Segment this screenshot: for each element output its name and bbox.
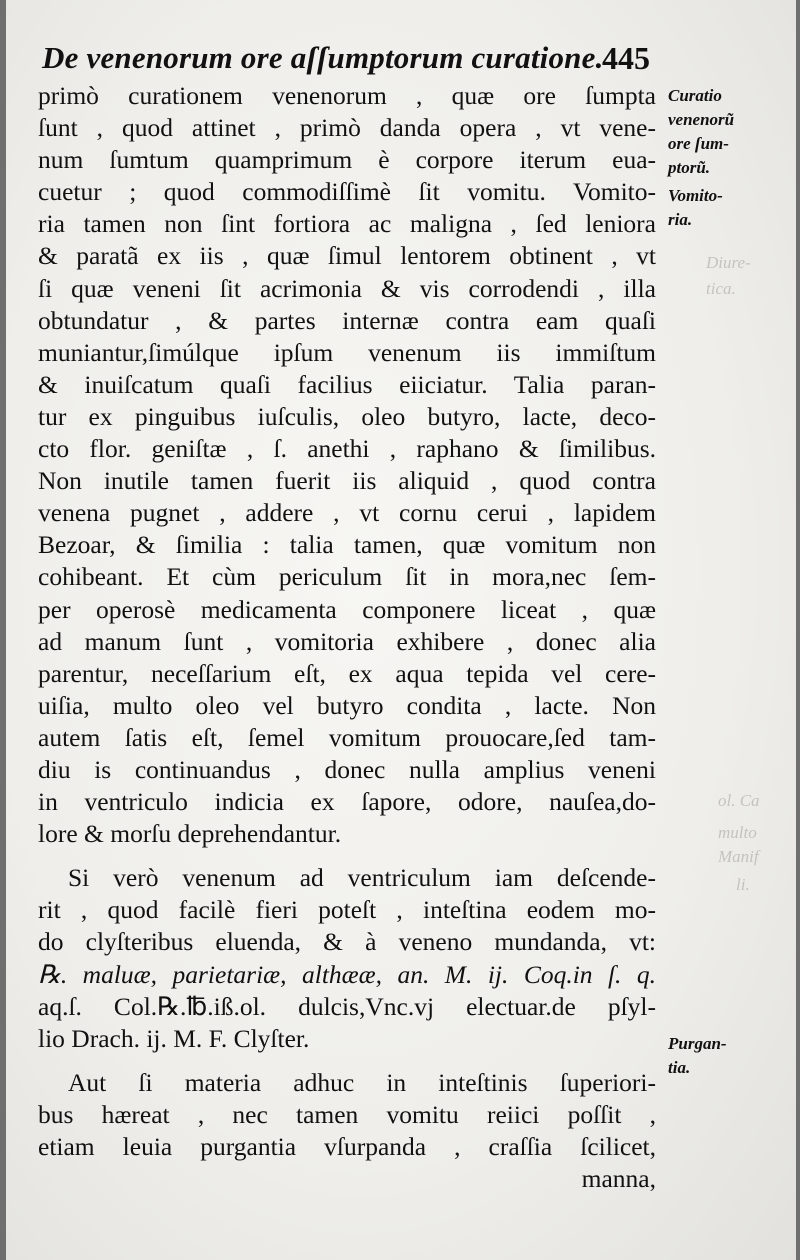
margin-note-line: ria. xyxy=(668,210,693,229)
running-header: De venenorum ore aſſumptorum curatione. xyxy=(42,40,604,75)
recipe-line: ℞. maluæ, parietariæ, althææ, an. M. ij. Coq.in ſ. q. xyxy=(38,959,656,989)
text-line: Non inutile tamen fuerit iis aliquid , quod contra xyxy=(38,466,656,496)
text-line: bus hæreat , nec tamen vomitu reiici poſſit , xyxy=(38,1099,656,1129)
margin-note-line: Curatio xyxy=(668,86,722,105)
page-number: 445 xyxy=(602,40,650,76)
text-line: muniantur,ſimúlque ipſum venenum iis immiſtum xyxy=(38,337,656,367)
recipe-line: aq.ſ. Col.℞.℔.iß.ol. dulcis,Vnc.vj electuar.de pſyl- xyxy=(38,991,656,1021)
text-line: & paratã ex iis , quæ ſimul lentorem obtinent , vt xyxy=(38,241,656,271)
margin-note-line: ore ſum- xyxy=(668,134,729,153)
text-line: Si verò venenum ad ventriculum iam deſcende- xyxy=(68,863,656,893)
text-line: Bezoar, & ſimilia : talia tamen, quæ vomitum non xyxy=(38,530,656,560)
margin-note-vomitoria xyxy=(668,184,758,232)
bleed-through-1: Diure- xyxy=(706,253,751,272)
paragraph-2 xyxy=(38,862,656,1055)
book-page xyxy=(6,0,796,1260)
text-line: cohibeant. Et cùm periculum ſit in mora,nec ſem- xyxy=(38,562,656,592)
text-line: venena pugnet , addere , vt cornu cerui , lapidem xyxy=(38,498,656,528)
text-line: obtundatur , & partes internæ contra eam quaſi xyxy=(38,305,656,335)
text-line: diu is continuandus , donec nulla amplius veneni xyxy=(38,754,656,784)
bleed-through-4: multo xyxy=(718,823,757,842)
bleed-through-2: tica. xyxy=(706,279,736,298)
bleed-through-5: Manif xyxy=(718,847,759,866)
text-line: uiſia, multo oleo vel butyro condita , lacte. Non xyxy=(38,690,656,720)
margin-note-line: venenorũ xyxy=(668,110,735,129)
text-line: in ventriculo indicia ex ſapore, odore, nauſea,do- xyxy=(38,787,656,817)
text-line: parentur, neceſſarium eſt, ex aqua tepida vel cere- xyxy=(38,658,656,688)
paragraph-gap xyxy=(38,850,656,862)
text-line: etiam leuia purgantia vſurpanda , craſſia ſcilicet, xyxy=(38,1132,656,1161)
margin-note-line: tia. xyxy=(668,1058,691,1077)
paragraph-3 xyxy=(38,1067,656,1195)
text-line: ad manum ſunt , vomitoria exhibere , donec alia xyxy=(38,626,656,656)
bleed-through-6: li. xyxy=(736,875,750,894)
paragraph-1 xyxy=(38,80,656,850)
text-line: lore & morſu deprehendantur. xyxy=(38,819,342,849)
text-line: ſi quæ veneni ſit acrimonia & vis corrodendi , illa xyxy=(38,273,656,303)
text-line: cto flor. geniſtæ , ſ. anethi , raphano & ſimilibus. xyxy=(38,434,656,464)
text-line: rit , quod facilè fieri poteſt , inteſtina eodem mo- xyxy=(38,895,656,925)
margin-note-curatio xyxy=(668,84,758,180)
text-line: tur ex pinguibus iuſculis, oleo butyro, lacte, deco- xyxy=(38,401,656,431)
catchword: manna, xyxy=(581,1164,656,1194)
text-line: primò curationem venenorum , quæ ore ſumpta xyxy=(38,81,656,110)
text-line: do clyſteribus eluenda, & à veneno mundanda, vt: xyxy=(38,927,656,957)
text-line: cuetur ; quod commodiſſimè ſit vomitu. Vomito- xyxy=(38,177,656,207)
paragraph-gap xyxy=(38,1055,656,1067)
margin-note-line: Purgan- xyxy=(668,1034,727,1053)
text-line: autem ſatis eſt, ſemel vomitum prouocare,ſed tam- xyxy=(38,722,656,752)
text-line: num ſumtum quamprimum è corpore iterum eua- xyxy=(38,145,656,175)
margin-note-purgantia xyxy=(668,1032,758,1080)
text-line: ria tamen non ſint fortiora ac maligna , ſed leniora xyxy=(38,209,656,239)
text-line: & inuiſcatum quaſi facilius eiiciatur. Talia paran- xyxy=(38,369,656,399)
text-line: per operosè medicamenta componere liceat , quæ xyxy=(38,594,656,624)
margin-note-line: Vomito- xyxy=(668,186,723,205)
margin-note-line: ptorũ. xyxy=(668,158,711,177)
body-text xyxy=(38,80,656,1195)
text-line: Aut ſi materia adhuc in inteſtinis ſuperiori- xyxy=(68,1067,656,1097)
recipe-line: lio Drach. ij. M. F. Clyſter. xyxy=(38,1023,310,1053)
bleed-through-3: ol. Ca xyxy=(718,791,760,810)
text-line: ſunt , quod attinet , primò danda opera , vt vene- xyxy=(38,113,656,143)
